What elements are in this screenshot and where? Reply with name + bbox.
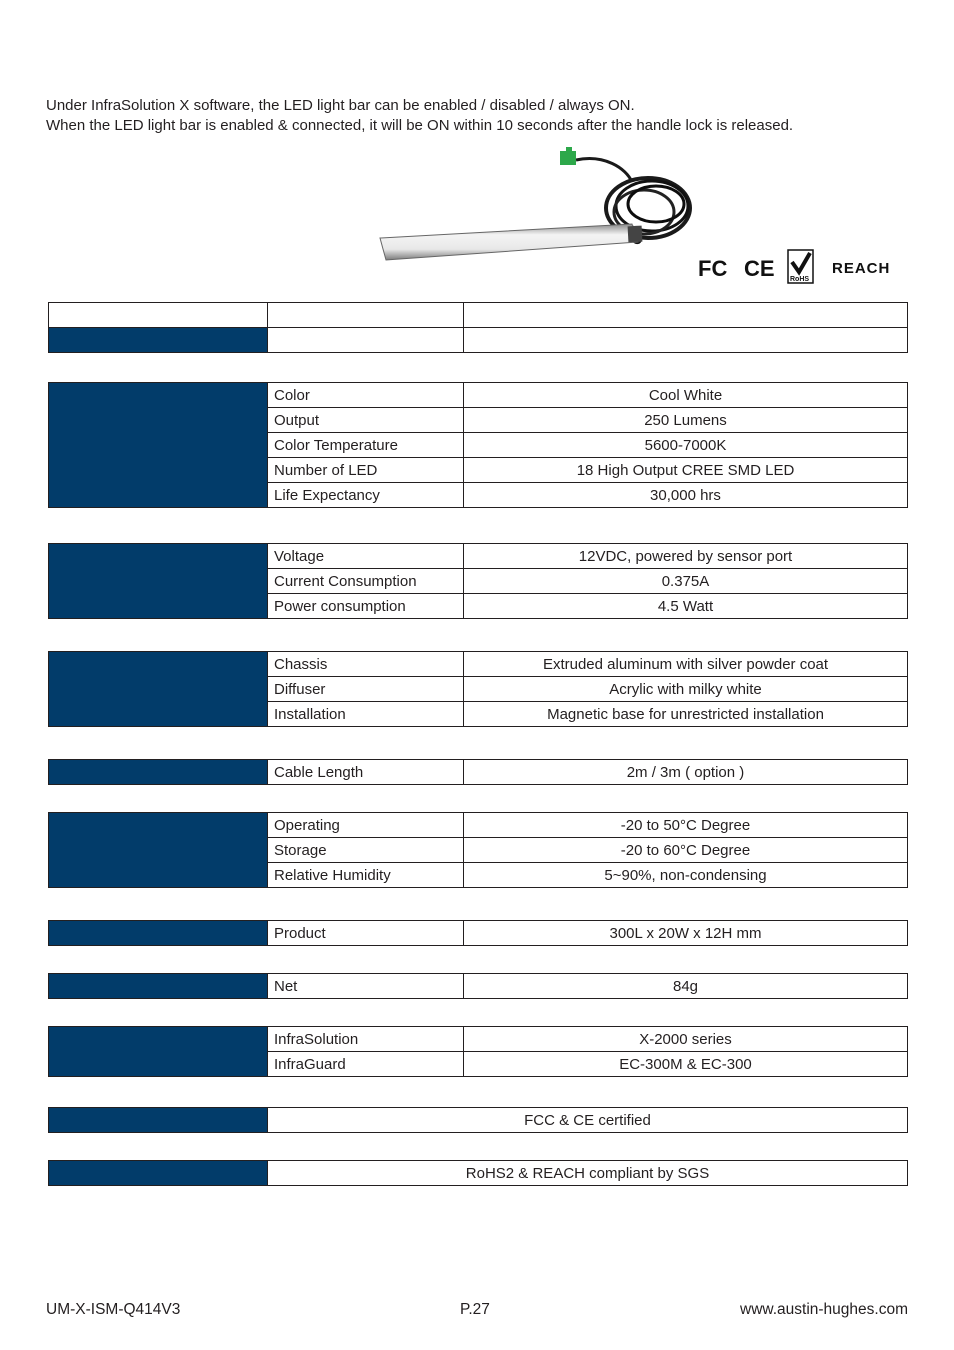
header-table: [48, 302, 908, 353]
spec-label: Chassis: [268, 652, 464, 677]
spec-label: Operating: [268, 813, 464, 838]
spec-group-cable: [48, 759, 908, 785]
spec-value: 84g: [464, 974, 908, 999]
group-header: [49, 383, 268, 508]
spec-label: InfraSolution: [268, 1027, 464, 1052]
certification-value: FCC & CE certified: [268, 1108, 908, 1133]
spec-label: Power consumption: [268, 594, 464, 619]
header-cell: [268, 303, 464, 328]
intro-text: [46, 96, 793, 135]
group-header: [49, 544, 268, 619]
table-row: [49, 1108, 908, 1133]
group-header: [49, 974, 268, 999]
spec-group-dimension: [48, 920, 908, 946]
table-row: [49, 760, 908, 785]
compliance-value: RoHS2 & REACH compliant by SGS: [268, 1161, 908, 1186]
rohs-logo-text: RoHS: [790, 276, 810, 283]
spec-value: 0.375A: [464, 569, 908, 594]
spec-group-light: [48, 382, 908, 508]
table-row: [49, 652, 908, 677]
table-row: [49, 1161, 908, 1186]
spec-label: Storage: [268, 838, 464, 863]
spec-group-power: [48, 543, 908, 619]
spec-label: Color: [268, 383, 464, 408]
spec-label: Relative Humidity: [268, 863, 464, 888]
group-header: [49, 1161, 268, 1186]
spec-value: Magnetic base for unrestricted installation: [464, 702, 908, 727]
table-row: [49, 544, 908, 569]
spec-value: X-2000 series: [464, 1027, 908, 1052]
spec-value: 250 Lumens: [464, 408, 908, 433]
spec-label: InfraGuard: [268, 1052, 464, 1077]
ce-logo: CE: [744, 256, 775, 281]
spec-value: 18 High Output CREE SMD LED: [464, 458, 908, 483]
spec-value: 5600-7000K: [464, 433, 908, 458]
spec-group-environment: [48, 812, 908, 888]
header-cell: [268, 328, 464, 353]
spec-value: Cool White: [464, 383, 908, 408]
header-cell: [464, 303, 908, 328]
spec-group-compatibility: [48, 1026, 908, 1077]
spec-value: EC-300M & EC-300: [464, 1052, 908, 1077]
table-row: [49, 1027, 908, 1052]
spec-value: 5~90%, non-condensing: [464, 863, 908, 888]
intro-line-1: Under InfraSolution X software, the LED light bar can be enabled / disabled / always ON.: [46, 97, 635, 114]
spec-value: Acrylic with milky white: [464, 677, 908, 702]
footer-website: www.austin-hughes.com: [740, 1301, 908, 1318]
group-header: [49, 652, 268, 727]
spec-label: Voltage: [268, 544, 464, 569]
spec-label: Product: [268, 921, 464, 946]
group-header: [49, 760, 268, 785]
table-row: [49, 813, 908, 838]
footer-page-number: P.27: [460, 1301, 490, 1318]
spec-label: Installation: [268, 702, 464, 727]
header-cell: [464, 328, 908, 353]
spec-label: Output: [268, 408, 464, 433]
spec-group-certification: [48, 1107, 908, 1133]
spec-group-weight: [48, 973, 908, 999]
spec-label: Life Expectancy: [268, 483, 464, 508]
spec-value: Extruded aluminum with silver powder coat: [464, 652, 908, 677]
spec-label: Diffuser: [268, 677, 464, 702]
footer-doc-code: UM-X-ISM-Q414V3: [46, 1301, 181, 1318]
spec-value: -20 to 60°C Degree: [464, 838, 908, 863]
led-light-bar-image: [376, 146, 698, 268]
spec-group-material: [48, 651, 908, 727]
fcc-logo: FC: [698, 256, 728, 281]
reach-logo: REACH: [832, 260, 891, 277]
table-row: [49, 974, 908, 999]
group-header: [49, 813, 268, 888]
group-header: [49, 1108, 268, 1133]
spec-label: Color Temperature: [268, 433, 464, 458]
table-row: [49, 328, 908, 353]
spec-value: 300L x 20W x 12H mm: [464, 921, 908, 946]
table-row: [49, 921, 908, 946]
spec-label: Current Consumption: [268, 569, 464, 594]
table-row: [49, 383, 908, 408]
group-header: [49, 921, 268, 946]
spec-value: -20 to 50°C Degree: [464, 813, 908, 838]
spec-value: 30,000 hrs: [464, 483, 908, 508]
rohs-logo: [788, 250, 813, 283]
spec-value: 2m / 3m ( option ): [464, 760, 908, 785]
intro-line-2: When the LED light bar is enabled & connected, it will be ON within 10 seconds after the handle lock is released.: [46, 116, 794, 134]
spec-value: 12VDC, powered by sensor port: [464, 544, 908, 569]
table-row: [49, 303, 908, 328]
spec-group-compliance: [48, 1160, 908, 1186]
spec-label: Net: [268, 974, 464, 999]
certification-logos: [696, 248, 914, 286]
spec-label: Cable Length: [268, 760, 464, 785]
spec-value: 4.5 Watt: [464, 594, 908, 619]
group-header: [49, 1027, 268, 1077]
spec-label: Number of LED: [268, 458, 464, 483]
